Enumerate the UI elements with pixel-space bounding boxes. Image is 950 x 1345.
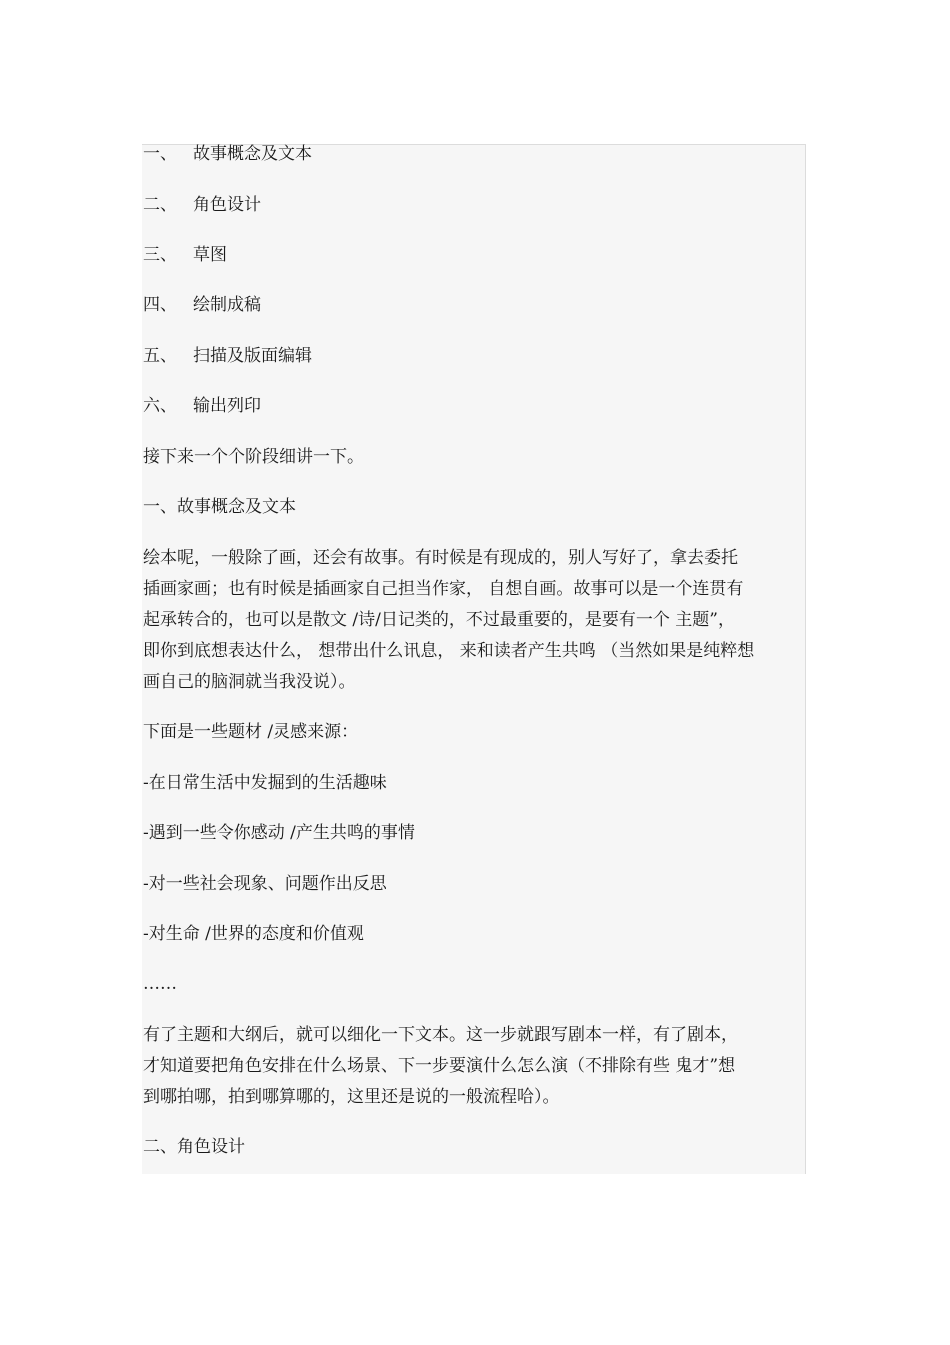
ellipsis: …… <box>143 974 177 994</box>
outline-item-1: 一、 故事概念及文本 <box>143 144 312 164</box>
outline-item-6: 六、 输出列印 <box>143 396 261 416</box>
paragraph-line: 画自己的脑洞就当我没说）。 <box>143 672 356 692</box>
outline-item-2: 二、 角色设计 <box>143 195 261 215</box>
list-item: -对一些社会现象、问题作出反思 <box>143 874 387 894</box>
paragraph-line: 起承转合的，也可以是散文 /诗/日记类的，不过最重要的，是要有一个 主题”， <box>143 610 735 630</box>
list-item: -遇到一些令你感动 /产生共鸣的事情 <box>143 823 415 843</box>
paragraph-line: 到哪拍哪，拍到哪算哪的，这里还是说的一般流程哈）。 <box>143 1087 560 1107</box>
paragraph-line: 插画家画；也有时候是插画家自己担当作家， 自想自画。故事可以是一个连贯有 <box>143 579 744 599</box>
outline-item-3: 三、 草图 <box>143 245 227 265</box>
list-item: -对生命 /世界的态度和价值观 <box>143 924 364 944</box>
outline-item-5: 五、 扫描及版面编辑 <box>143 346 312 366</box>
paragraph-line: 即你到底想表达什么， 想带出什么讯息， 来和读者产生共鸣 （当然如果是纯粹想 <box>143 641 755 661</box>
sources-heading: 下面是一些题材 /灵感来源： <box>143 722 359 742</box>
outline-item-4: 四、 绘制成稿 <box>143 295 261 315</box>
paragraph-line: 才知道要把角色安排在什么场景、下一步要演什么怎么演（不排除有些 鬼才”想 <box>143 1056 736 1076</box>
list-item: -在日常生活中发掘到的生活趣味 <box>143 773 387 793</box>
section-heading-story: 一、故事概念及文本 <box>143 497 296 517</box>
section-heading-character: 二、角色设计 <box>143 1137 245 1157</box>
paragraph-line: 绘本呢，一般除了画，还会有故事。有时候是有现成的，别人写好了，拿去委托 <box>143 548 738 568</box>
paragraph-line: 有了主题和大纲后，就可以细化一下文本。这一步就跟写剧本一样，有了剧本， <box>143 1025 738 1045</box>
intro-text: 接下来一个个阶段细讲一下。 <box>143 447 364 467</box>
